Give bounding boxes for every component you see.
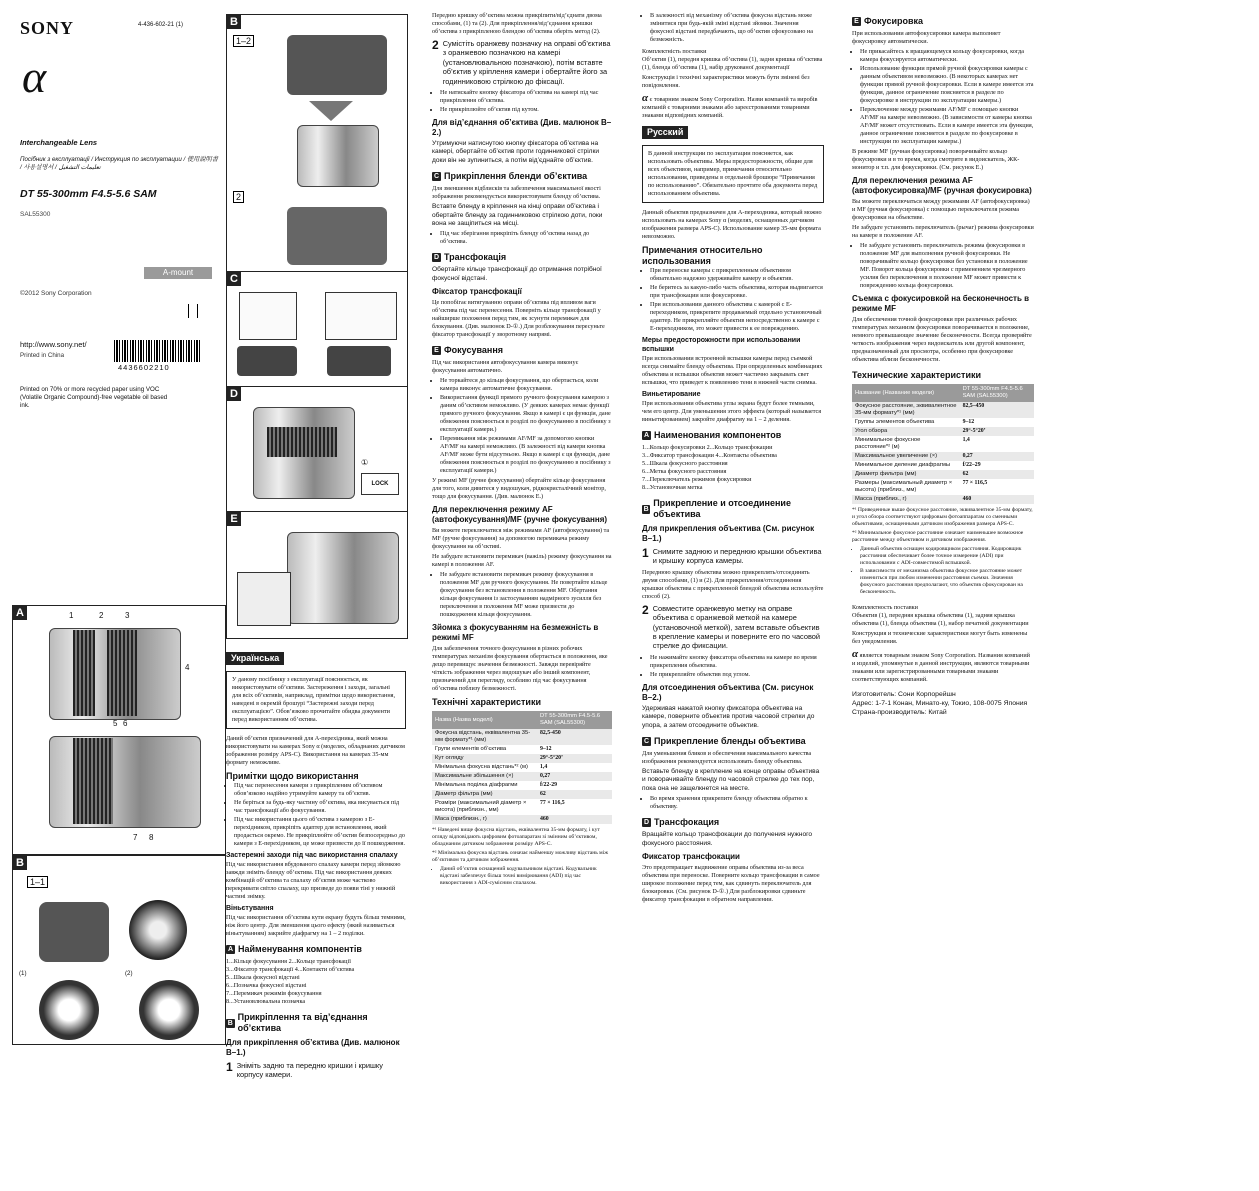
rus-afmf-bullets (852, 242, 1034, 290)
list-item: • Не беріться за будь-яку частину об’єктива, яка висувається під час трансфокації або фокусування. (234, 799, 406, 815)
model-name: DT 55-300mm F4.5-5.6 SAM (20, 188, 157, 200)
hood-illustration-1 (239, 292, 297, 340)
ukr-flash-title: Застережні заходи під час використання спалаху (226, 852, 398, 859)
rus-afmf-text1: Вы можете переключаться между режимами AF (автофокусировка) и MF (ручная фокусировка) с помощью переключателя режима фокусировки на объективе. (852, 198, 1030, 221)
rus-step1-note: Переднюю крышку объектива можно прикреплять/отсоединять двумя способами, (1) и (2). Для прикрепления/отсоединения крышки объектива с прикрепленной блендой объектива используйте способ (2). (642, 568, 824, 600)
ukr-notes-title: Примітки щодо використання (226, 771, 359, 781)
list-item: 8...Установочная метка (642, 484, 703, 491)
camera-illustration-b2 (287, 207, 387, 265)
figure-e (226, 511, 408, 639)
ukr-zoomlock-title: Фіксатор трансфокації (432, 287, 522, 297)
rus-focus-title: E Фокусировка (852, 16, 1034, 27)
list-item: • Во время хранения прикрепите бленду объектива обратно к объективу. (650, 795, 824, 811)
ukr-inf-text: Для забезпечення точного фокусування в різних робочих температурах механізм фокусування обертається в положення, яке дещо перевищує значення безмежності. Завжди перевіряйте чіткість зображення через видошукач або інший компонент, призначений для перегляду, особливо під час фокусування об’єктива поблизу безмежності. (432, 645, 608, 693)
rus-zoomlock-text: Это предотвращает выдвижение оправы объектива из-за веса объектива при переноске. Поверните кольцо трансфокации в самое широкое положение перед тем, как сдвинуть переключатель для блокировки. (См. рисунок D-①.) Для разблокировки сдвиньте фиксатор трансфокации в обратном направлении. (642, 864, 820, 904)
focus-ring (73, 630, 95, 716)
callout-4: 4 (185, 663, 190, 672)
figure-d (226, 386, 408, 512)
ukr-lang-bar: Українська (226, 652, 284, 665)
table-row: Размеры (максимальный диаметр × высота) (приблиз., мм) 77 × 116,5 (855, 480, 988, 493)
ukr-vignetting-text: Під час використання об’єктива кути екрану будуть більш темними, ніж його центр. Для зменшення цього ефекту (який називається віньєтуванням) закрийте діафрагму на 1 – 2 поділки. (226, 914, 406, 937)
table-row: Минимальное деление диафрагмы f/22–29 (855, 462, 981, 468)
rus-intro-box: В данной инструкции по эксплуатации поясняется, как использовать объективы. Меры предосторожности, общие для всех объективов, например, примечания относительно использования, приведены в отдельной брошюре “Примечания по использованию”. Обязательно прочтите оба документа перед использованием объектива. (642, 145, 824, 203)
ukr-focus-mf: У режимі MF (ручне фокусування) обертайте кільце фокусування для того, коли дивитеся у видошукач, рідкокристалічний монітор, тощо для фокусування. (Див. малюнок E.) (432, 477, 606, 501)
ukr-attach-title: B Прикріплення та від’єднання об’єктива (227, 1012, 368, 1033)
rus-zoom-text: Вращайте кольцо трансфокации до получения нужного фокусного расстояния. (642, 831, 813, 847)
callout-3: 3 (125, 611, 130, 620)
rus-flash-text: При использовании встроенной вспышки камеры перед съемкой всегда снимайте бленду объектива. При определенных комбинациях объектива и вспышки объектив может частично закрывать свет вспышки, что приведет к появлению тени в нижней части снимка. (642, 355, 823, 386)
section-letter: D (643, 819, 650, 827)
rus-afmf-title: Для переключения режима AF (автофокусировка)/MF (ручная фокусировка) (852, 176, 1032, 195)
ukr-step2-bullets (432, 89, 612, 114)
ukr-top-bullet (642, 12, 824, 44)
list-item: • Під час зберігання прикріпіть бленду об’єктива назад до об’єктива. (440, 230, 612, 246)
list-item: 5...Шкала фокусного расстояния (642, 460, 728, 467)
list-item: • В зависимости от механизма объектива фокусное расстояние может измениться при любом изменении расстояния съемки. Значения фокусного расстояния предполагают, что объектив сфокусирован на бесконечность. (860, 568, 1034, 596)
section-letter: D (433, 254, 440, 262)
ukr-spec-note-1: *¹ Наведені вище фокусна відстань, еквівалентна 35-мм формату, і кут огляду відповідають цифровим фотоапаратам зі змінним об’єктивом, обладнаним датчиком зображення розміру APS-C. (432, 827, 600, 848)
list-item: 8...Установлювальна позначка (226, 998, 306, 1005)
table-row: Маса (приблизн., г) 460 (432, 815, 612, 824)
manufacturer-name: Изготовитель: Сони Корпорейшн (852, 691, 956, 698)
ukr-vignetting-title: Віньєтування (226, 905, 274, 912)
figure-b-label: B (227, 15, 241, 29)
rus-focus-text: При использовании автофокусировки камера выполняет фокусировку автоматически. (852, 30, 1001, 45)
figure-b2-label: B (13, 856, 27, 870)
list-item: • Не забудьте установить переключатель режима фокусировки в положение MF для выполнения ручной фокусировки. Не поворачивайте кольцо фокусировки без установки в положение MF. Поворот кольца фокусировки с применением чрезмерного усилия без переключения в положение MF может привести к повреждению кольца фокусировки. (860, 242, 1034, 290)
list-item: 7...Переключатель режимов фокусировки (642, 476, 752, 483)
ukr-contents-title: Комплектність поставки (642, 48, 707, 55)
ukr-hood-text2: Вставте бленду в кріплення на кінці оправи об’єктива і обертайте бленду за годинниковою стрілкою доти, поки вона не защіпиться на місці. (432, 203, 603, 228)
lens-front-2 (327, 346, 391, 376)
list-item: • Не прикріплюйте об’єктив під кутом. (440, 106, 612, 114)
cover-panel (20, 14, 220, 414)
ukr-flash-text: Під час використання вбудованого спалаху камери перед зйомкою завжди зніміть бленду об’єктива. Під час використання деяких комбінацій об’єктива та спалаху об’єктив може частково перекривати світло спалаху, що призведе до появи тіні у нижній частині знімку. (226, 861, 401, 900)
list-item: • Не натискайте кнопку фіксатора об’єктива на камері під час прикріплення об’єктива. (440, 89, 612, 105)
list-item: 1...Кольцо фокусировки 2...Кольцо трансфокации (642, 444, 773, 451)
rus-contents-title: Комплектность поставки (852, 604, 918, 611)
rus-hood-bullets (642, 795, 824, 811)
manufacturer-address: Адрес: 1-7-1 Конан, Минато-ку, Токио, 108-0075 Япония (852, 700, 1028, 707)
alpha-logo: α (22, 51, 47, 102)
table-row: Фокусное расстояние, эквивалентное 35-мм формату*¹ (мм) 82,5–450 (852, 402, 1034, 418)
list-item: • Переключение между режимами AF/MF с помощью кнопки AF/MF на камере невозможно. (В зависимости от камеры кнопка AF/MF может отсутствовать. Если в камере имеется эта функция, данное ограничение поясняется в разделе по фокусировке в инструкции по эксплуатации камеры.) (860, 106, 1034, 146)
product-type: Interchangeable Lens (20, 138, 98, 147)
callout-7: 7 (133, 833, 138, 842)
table-row: Группы элементов объектива 9–12 (855, 419, 975, 425)
ukr-spec-title: Технічні характеристики (432, 697, 541, 708)
rus-step-1: 1 Снимите заднюю и переднюю крышки объектива и крышку корпуса камеры. (642, 546, 822, 566)
figure-b (226, 14, 408, 272)
focus-mode-switch-detail (237, 572, 291, 626)
list-item: • Не забудьте встановити перемикач режиму фокусування в положення MF для ручного фокусування. Не повертайте кільце фокусування без встановлення в положення MF. Обертання кільця фокусування із застосуванням надмірного зусилля без переключення в положення MF може призвести до пошкодження кільця фокусування. (440, 571, 612, 619)
list-item: • Не беритесь за какую-либо часть объектива, которая выдвигается при трансфокации или фокусировке. (650, 284, 824, 300)
part-number: 4-436-602-21 (1) (138, 22, 184, 28)
table-row: Розміри (максимальний діаметр × висота) (приблизн., мм) 77 × 116,5 (435, 800, 565, 814)
zoom-ring-d (267, 427, 337, 457)
list-item: • Даний об’єктив оснащений кодувальником відстані. Кодувальник відстані забезпечує більш точні вимірювання (ADI) під час використання з ADI-сумісним спалахом. (440, 866, 612, 887)
list-item: 6...Позначка фокусної відстані (226, 982, 307, 989)
list-item: 3...Фіксатор трансфокації 4...Контакти об’єктива (226, 966, 355, 973)
table-row: Масса (приблиз., г) 460 (852, 495, 1034, 504)
ukr-parts-list (226, 958, 406, 1006)
rus-spec-note-2: *² Минимальное фокусное расстояние означает наименьшее возможное расстояние между объективом и датчиком изображения. (852, 530, 1024, 543)
barcode (114, 340, 200, 362)
table-row: Максимальное увеличение (×) 0,27 (852, 452, 1034, 461)
rus-zoom-title: D Трансфокация (643, 817, 720, 828)
crop-marks (188, 304, 198, 318)
table-row: Максимальне збільшення (×) 0,27 (432, 772, 612, 781)
rus-hood-title: C Прикрепление бленды объектива (643, 736, 806, 747)
rus-spec-table (852, 384, 1034, 504)
list-item: 1...Кільце фокусування 2...Кольце трансфокації (226, 958, 351, 965)
ukr-step-2: 2 Сумістіть оранжеву позначку на оправі об’єктива з оранжевою позначкою на камері (установлювальною позначкою), потім вставте об’єктив у кріплення камери і обертайте його за годинниковою стрілкою до фіксації. (432, 38, 611, 86)
list-item: • Не прикрепляйте объектив под углом. (650, 671, 824, 679)
callout-5: 5 (113, 719, 118, 728)
section-letter: B (643, 505, 649, 513)
ukr-afmf-text2: Не забудьте встановити перемикач (важіль) режиму фокусування на камері в положення AF. (432, 553, 612, 569)
figure-b-sub1: 1–2 (233, 35, 254, 47)
rus-detach-text: Удерживая нажатой кнопку фиксатора объектива на камере, поверните объектив против часовой стрелки до упора, а затем отсоедините объектив. (642, 704, 815, 729)
rus-focus-bullets (852, 48, 1034, 146)
rus-column-1 (642, 12, 824, 906)
rus-intro-text: Данный объектив предназначен для A-переходника, который можно использовать на камерах Sony α (моделях, оснащенных датчиком изображения размера APS-C). Использование камер 35-мм формата невозможно. (642, 209, 822, 240)
callout-6: 6 (123, 719, 128, 728)
list-item: • Використання функції прямого ручного фокусування камерою з даним об’єктивом неможливо. (У деяких камерах немає функції прямого ручного фокусування. Якщо в камері є ця функція, дане обмеження пояснюється в розділі по фокусуванню в посібнику з експлуатації камери.) (440, 394, 612, 434)
copyright: ©2012 Sony Corporation (20, 290, 92, 297)
rus-vignetting-text: При использовании объектива углы экрана будут более темными, чем его центр. Для уменьшения этого эффекта (который называется виньетированием) закройте диафрагму на 1 – 2 деления. (642, 400, 822, 423)
list-item: • При переноске камеры с прикрепленным объективом обязательно надежно удерживайте камеру и объектив. (650, 267, 824, 283)
ukr-step-1: 1 Зніміть задню та передню кришки і кришку корпусу камери. (226, 1060, 383, 1080)
website-url: http://www.sony.net/ (20, 340, 87, 349)
arrow-down (309, 101, 353, 121)
ukr-cap-note: Передню кришку об’єктива можна прикріпити/від’єднати двома способами, (1) та (2). Для прикріплення/від’єднання кришки об’єктива з прикріпленою блендою об’єктива оберіть метод (2). (432, 12, 602, 35)
figure-b-attach (12, 855, 226, 1045)
rus-detach-title: Для отсоединения объектива (См. рисунок B–2.) (642, 682, 814, 702)
figure-b-sub2: 2 (233, 191, 244, 203)
ukr-notes-list (226, 782, 406, 848)
table-row: Діаметр фільтра (мм) 62 (432, 790, 612, 799)
zoom-lock-callout: ① (361, 458, 369, 467)
ukr-spec-note-2: *² Мінімальна фокусна відстань означає найменшу можливу відстань між об’єктивом та датчиком зображення. (432, 850, 609, 864)
lens-illustration-b (297, 125, 379, 187)
list-item: 6...Метка фокусного расстояния (642, 468, 727, 475)
list-item: • Не торкайтеся до кільця фокусування, що обертається, коли камера виконує автоматичне фокусування. (440, 377, 612, 393)
section-letter: E (432, 346, 441, 355)
lens-front-1 (237, 346, 297, 376)
model-code: SAL55300 (20, 211, 51, 218)
rus-hood-text2: Вставьте бленду в крепление на конце оправы объектива и поворачивайте бленду по часовой стрелке до тех пор, пока она не защелкнется на месте. (642, 768, 820, 792)
zoom-lock-switch: LOCK (361, 473, 399, 495)
list-item: • Під час перенесення камери з прикріпленим об’єктивом обов’язково надійно утримуйте камеру та об’єктив. (234, 782, 406, 798)
ukr-attach-sub: Для прикріплення об’єктива (Див. малюнок B–1.) (226, 1038, 400, 1057)
hood-illustration-2 (325, 292, 397, 340)
rear-lens-illustration (129, 900, 187, 960)
figure-a-label: A (13, 606, 27, 620)
figure-b2-sub: 1–1 (27, 876, 48, 888)
ukr-focus-bullets (432, 377, 612, 475)
rus-hood-text1: Для уменьшения бликов и обеспечения максимального качества изображения рекомендуется использовать бленду объектива. (642, 750, 812, 766)
cap-method-2-label: (2) (125, 970, 133, 977)
section-letter: C (643, 738, 650, 746)
zoom-ring-2 (73, 738, 113, 824)
ukr-hood-text1: Для зменшення відблисків та забезпечення максимальної якості зображення рекомендується використовувати бленду об’єктива. (432, 185, 601, 201)
ukr-spec-bullets (432, 866, 612, 887)
table-row: Кут огляду 29°-5°20’ (432, 754, 612, 763)
table-row: Мінімальна поділка діафрагми f/22-29 (435, 782, 558, 789)
section-letter: B (227, 1019, 233, 1027)
list-item: • При использовании данного объектива с камерой с E-переходником, прикрепите продаваемый отдельно установочный адаптер. Не прикрепляйте объектив непосредственно к камере с E-переходником, это может привести к ее повреждению. (650, 301, 824, 333)
list-item: • Не прикасайтесь к вращающемуся кольцу фокусировки, когда камера фокусируется автоматически. (860, 48, 1034, 64)
ukr-focus-text: Під час використання автофокусування камера виконує фокусування автоматично. (432, 359, 579, 375)
rus-afmf-text2: Не забудьте установить переключатель (рычаг) режима фокусировки на камере в положение AF. (852, 224, 1034, 239)
manufacturer-country: Страна-производитель: Китай (852, 709, 947, 716)
alpha-icon: α (642, 92, 649, 104)
sony-logo: SONY (20, 18, 75, 38)
callout-1: 1 (69, 611, 74, 620)
mount-badge: A-mount (144, 267, 212, 279)
recycle-note: Printed on 70% or more recycled paper using VOC (Volatile Organic Compound)-free vegetable oil based ink. (20, 386, 168, 409)
list-item: 3...Фиксатор трансфокации 4...Контакты объектива (642, 452, 777, 459)
rus-lang-bar: Русский (642, 126, 688, 139)
table-row: Минимальное фокусное расстояние*² (м) 1,4 (855, 437, 970, 450)
list-item: • Перемикання між режимами AF/MF за допомогою кнопки AF/MF на камері неможливо. (В залежності від камери кнопка AF/MF може бути відсутньою. Якщо в камері є ця функція, дане обмеження пояснюється в розділі по фокусуванню в посібнику з експлуатації камери.) (440, 435, 612, 475)
figure-c (226, 271, 408, 387)
ukr-intro-box: У даному посібнику з експлуатації пояснюється, як використовувати об’єктиви. Застереження і заходи, загальні для всіх об’єктивів, наприклад, примітки щодо використання, наведені в окремій брошурі “Застережні заходи перед експлуатацією”. Обов’язково прочитайте обидва документи перед використанням об’єктива. (226, 671, 406, 729)
rus-inf-text: Для обеспечения точной фокусировки при различных рабочих температурах механизм фокусировки поворачивается в положение, немного превышающее значение бесконечности. Всегда проверяйте четкость изображения через видоискатель или другой компонент, предназначенный для просмотра, особенно при фокусировке объектива вблизи бесконечности. (852, 316, 1032, 363)
section-letter: A (643, 432, 650, 439)
rus-spec-title: Технические характеристики (852, 370, 982, 380)
ukr-detach-text: Утримуючи натиснутою кнопку фіксатора об’єктива на камері, обертайте об’єктив проти годинникової стрілки доки він не зупиниться, а потім від’єднайте об’єктив. (432, 140, 600, 164)
list-item: • Під час використання цього об’єктива з камерою з E-перехідником, прикріпіть адаптер для встановлення, який продається окремо. Не прикріплюйте об’єктив безпосередньо до камери з E-перехідником, це може призвести до її пошкодження. (234, 816, 406, 848)
ukr-trademark: α є товарним знаком Sony Corporation. Назви компаній та виробів компаній є товарними знаками або зареєстрованими товарними знаками відповідних компаній. (642, 92, 818, 119)
ukr-afmf-bullets (432, 571, 612, 619)
rus-notes-list (642, 267, 824, 333)
list-item: 7...Перемикач режимів фокусування (226, 990, 322, 997)
ukr-afmf-text1: Ви можете переключатися між режимами AF (автофокусування) та MF (ручне фокусування) за допомогою перемикача режиму фокусування на об’єктиві. (432, 527, 610, 551)
ukr-column-1 (226, 648, 406, 1083)
camera-illustration-b1 (287, 35, 387, 95)
ukr-zoom-title: D Трансфокація (433, 252, 507, 263)
rus-attach-title: B Прикрепление и отсоединение объектива (643, 498, 791, 519)
ukr-column-2 (432, 12, 612, 889)
list-item: • Использование функции прямой ручной фокусировки камеры с данным объективом невозможно. (В некоторых камерах нет функции прямой ручной фокусировки. Если в камере имеется эта функция, данное ограничение поясняется в разделе по фокусировке в инструкции по эксплуатации камеры.) (860, 65, 1034, 105)
camera-body-illustration (39, 902, 109, 962)
callout-8: 8 (149, 833, 154, 842)
rus-contents-text2: Конструкция и технические характеристики могут быть изменены без уведомления. (852, 630, 1028, 645)
ukr-zoom-text: Обертайте кільце трансфокації до отримання потрібної фокусної відстані. (432, 266, 602, 282)
section-letter: A (227, 946, 234, 953)
list-item: 5...Шкала фокусної відстані (226, 974, 300, 981)
rus-contents-text: Объектив (1), передняя крышка объектива (1), задняя крышка объектива (1), бленда объектива (1), набор печатной документации (852, 612, 1029, 627)
ukr-hood-bullets (432, 230, 612, 246)
rus-column-2 (852, 12, 1034, 717)
rus-focus-mf: В режиме MF (ручная фокусировка) поворачивайте кольцо фокусировки и в то время, когда смотрите в видоискатель, ЖК-монитор и т.п. для фокусировки. (См. рисунок E.) (852, 148, 1020, 171)
table-row: Название (Название модели) DT 55-300mm F4.5-5.6 SAM (SAL55300) (852, 384, 1034, 402)
table-row: Групи елементів об’єктива 9–12 (435, 746, 552, 753)
figure-d-label: D (227, 387, 241, 401)
rus-spec-note-1: *¹ Приведенные выше фокусное расстояние, эквивалентное 35-мм формату, и угол обзора соответствуют цифровым фотоаппаратам со сменными объективами, оснащенными датчиком изображения размера APS-C. (852, 507, 1033, 527)
manual-titles: Посібник з експлуатації / Инструкция по эксплуатации / 使用說明書 / 사용설명서 / تعليمات التشغيل (20, 156, 218, 171)
rus-trademark: α является товарным знаком Sony Corporation. Названия компаний и изделий, упомянутые в данной инструкции, являются товарными знаками или зарегистрированными товарными знаками соответствующих компаний. (852, 648, 1030, 683)
lens-illustration-a2 (49, 736, 201, 828)
ukr-inf-title: Зйомка з фокусуванням на безмежність в режимі MF (432, 623, 599, 643)
rus-attach-sub: Для прикрепления объектива (См. рисунок B–1.) (642, 524, 815, 543)
list-item: • Не нажимайте кнопку фиксатора объектива на камере во время прикрепления объектива. (650, 654, 824, 670)
ukr-afmf-title: Для переключення режиму AF (автофокусування)/MF (ручне фокусування) (432, 505, 608, 525)
ukr-parts-title: A Найменування компонентів (227, 944, 362, 954)
section-letter: E (852, 17, 861, 26)
ukr-spec-table (432, 711, 612, 824)
table-row: Диаметр фильтра (мм) 62 (852, 470, 1034, 479)
ukr-contents-text: Об’єктив (1), передня кришка об’єктива (1), задня кришка об’єктива (1), бленда об’єктива (1), набір друкованої документації (642, 56, 823, 71)
rus-flash-title: Меры предосторожности при использовании вспышки (642, 337, 801, 353)
rus-parts-title: A Наименования компонентов (643, 430, 782, 440)
ukr-focus-title: E Фокусування (432, 345, 612, 356)
figure-a (12, 605, 226, 855)
section-letter: C (433, 173, 440, 181)
rus-inf-title: Съемка с фокусировкой на бесконечность в режиме MF (852, 294, 1030, 313)
callout-2: 2 (99, 611, 104, 620)
rus-parts-list (642, 444, 824, 492)
cap-method-1-label: (1) (19, 970, 27, 977)
ukr-intro-text: Даний об’єктив призначений для A-перехідника, який можна використовувати на камерах Sony α (моделях, обладнаних датчиком зображення розміру APS-C). Використання на камерах 35-мм формату неможливе. (226, 735, 405, 766)
rus-notes-title: Примечания относительно использования (642, 245, 763, 266)
rus-spec-bullets (852, 546, 1034, 596)
table-row: Назва (Назва моделі) DT 55-300mm F4.5-5.6 SAM (SAL55300) (432, 711, 612, 729)
ukr-detach-title: Для від’єднання об’єктива (Див. малюнок B–2.) (432, 118, 612, 138)
barcode-number: 4436602210 (118, 363, 170, 372)
table-row: Фокусна відстань, еквівалентна 35-мм формату*¹ (мм) 82,5-450 (432, 729, 612, 745)
rus-manufacturer (852, 690, 1034, 717)
rus-zoomlock-title: Фиксатор трансфокации (642, 852, 740, 862)
lens-illustration-e (287, 532, 399, 624)
ukr-zoomlock-text: Це попобігає витягуванню оправи об’єктива під впливом ваги об’єктива під час перенесення. Поверніть кільце трансфокації у найширше положення перед тим, як зсунути перемикач для блокування. (Див. малюнок D-①.) Для розблокування пересуньте фіксатор трансфокації у зворотному напрямі. (432, 299, 605, 339)
printed-in: Printed in China (20, 352, 65, 359)
rus-vignetting-title: Виньетирование (642, 391, 701, 398)
figure-e-label: E (227, 512, 241, 526)
cap-illustration-2 (139, 980, 199, 1040)
cap-illustration-1 (39, 980, 99, 1040)
figure-c-label: C (227, 272, 241, 286)
zoom-ring (107, 630, 137, 716)
table-row: Угол обзора 29°-5°20’ (852, 427, 1034, 436)
alpha-icon: α (852, 648, 859, 660)
rus-step-2: 2 Совместите оранжевую метку на оправе объектива с оранжевой меткой на камере (установочной меткой), затем вставьте объектив в крепление камеры и поверните его по часовой стрелке до фиксации. (642, 602, 821, 651)
table-row: Мінімальна фокусна відстань*² (м) 1,4 (435, 764, 548, 771)
rus-step2-bullets (642, 654, 824, 679)
ukr-hood-title: C Прикріплення бленди об’єктива (433, 171, 588, 182)
list-item: • В залежності від механізму об’єктива фокусна відстань може змінитися при будь-якій зміні відстані зйомки. Значення фокусної відстані передбачають, що об’єктив сфокусовано на безмежність. (650, 12, 824, 44)
ukr-contents-text2: Конструкція і технічні характеристики можуть бути змінені без повідомлення. (642, 74, 810, 89)
list-item: • Данный объектив оснащен кодировщиком расстояния. Кодировщик расстояния обеспечивает более точное измерение (ADI) при использовании с ADI-совместимой вспышкой. (860, 546, 1034, 567)
